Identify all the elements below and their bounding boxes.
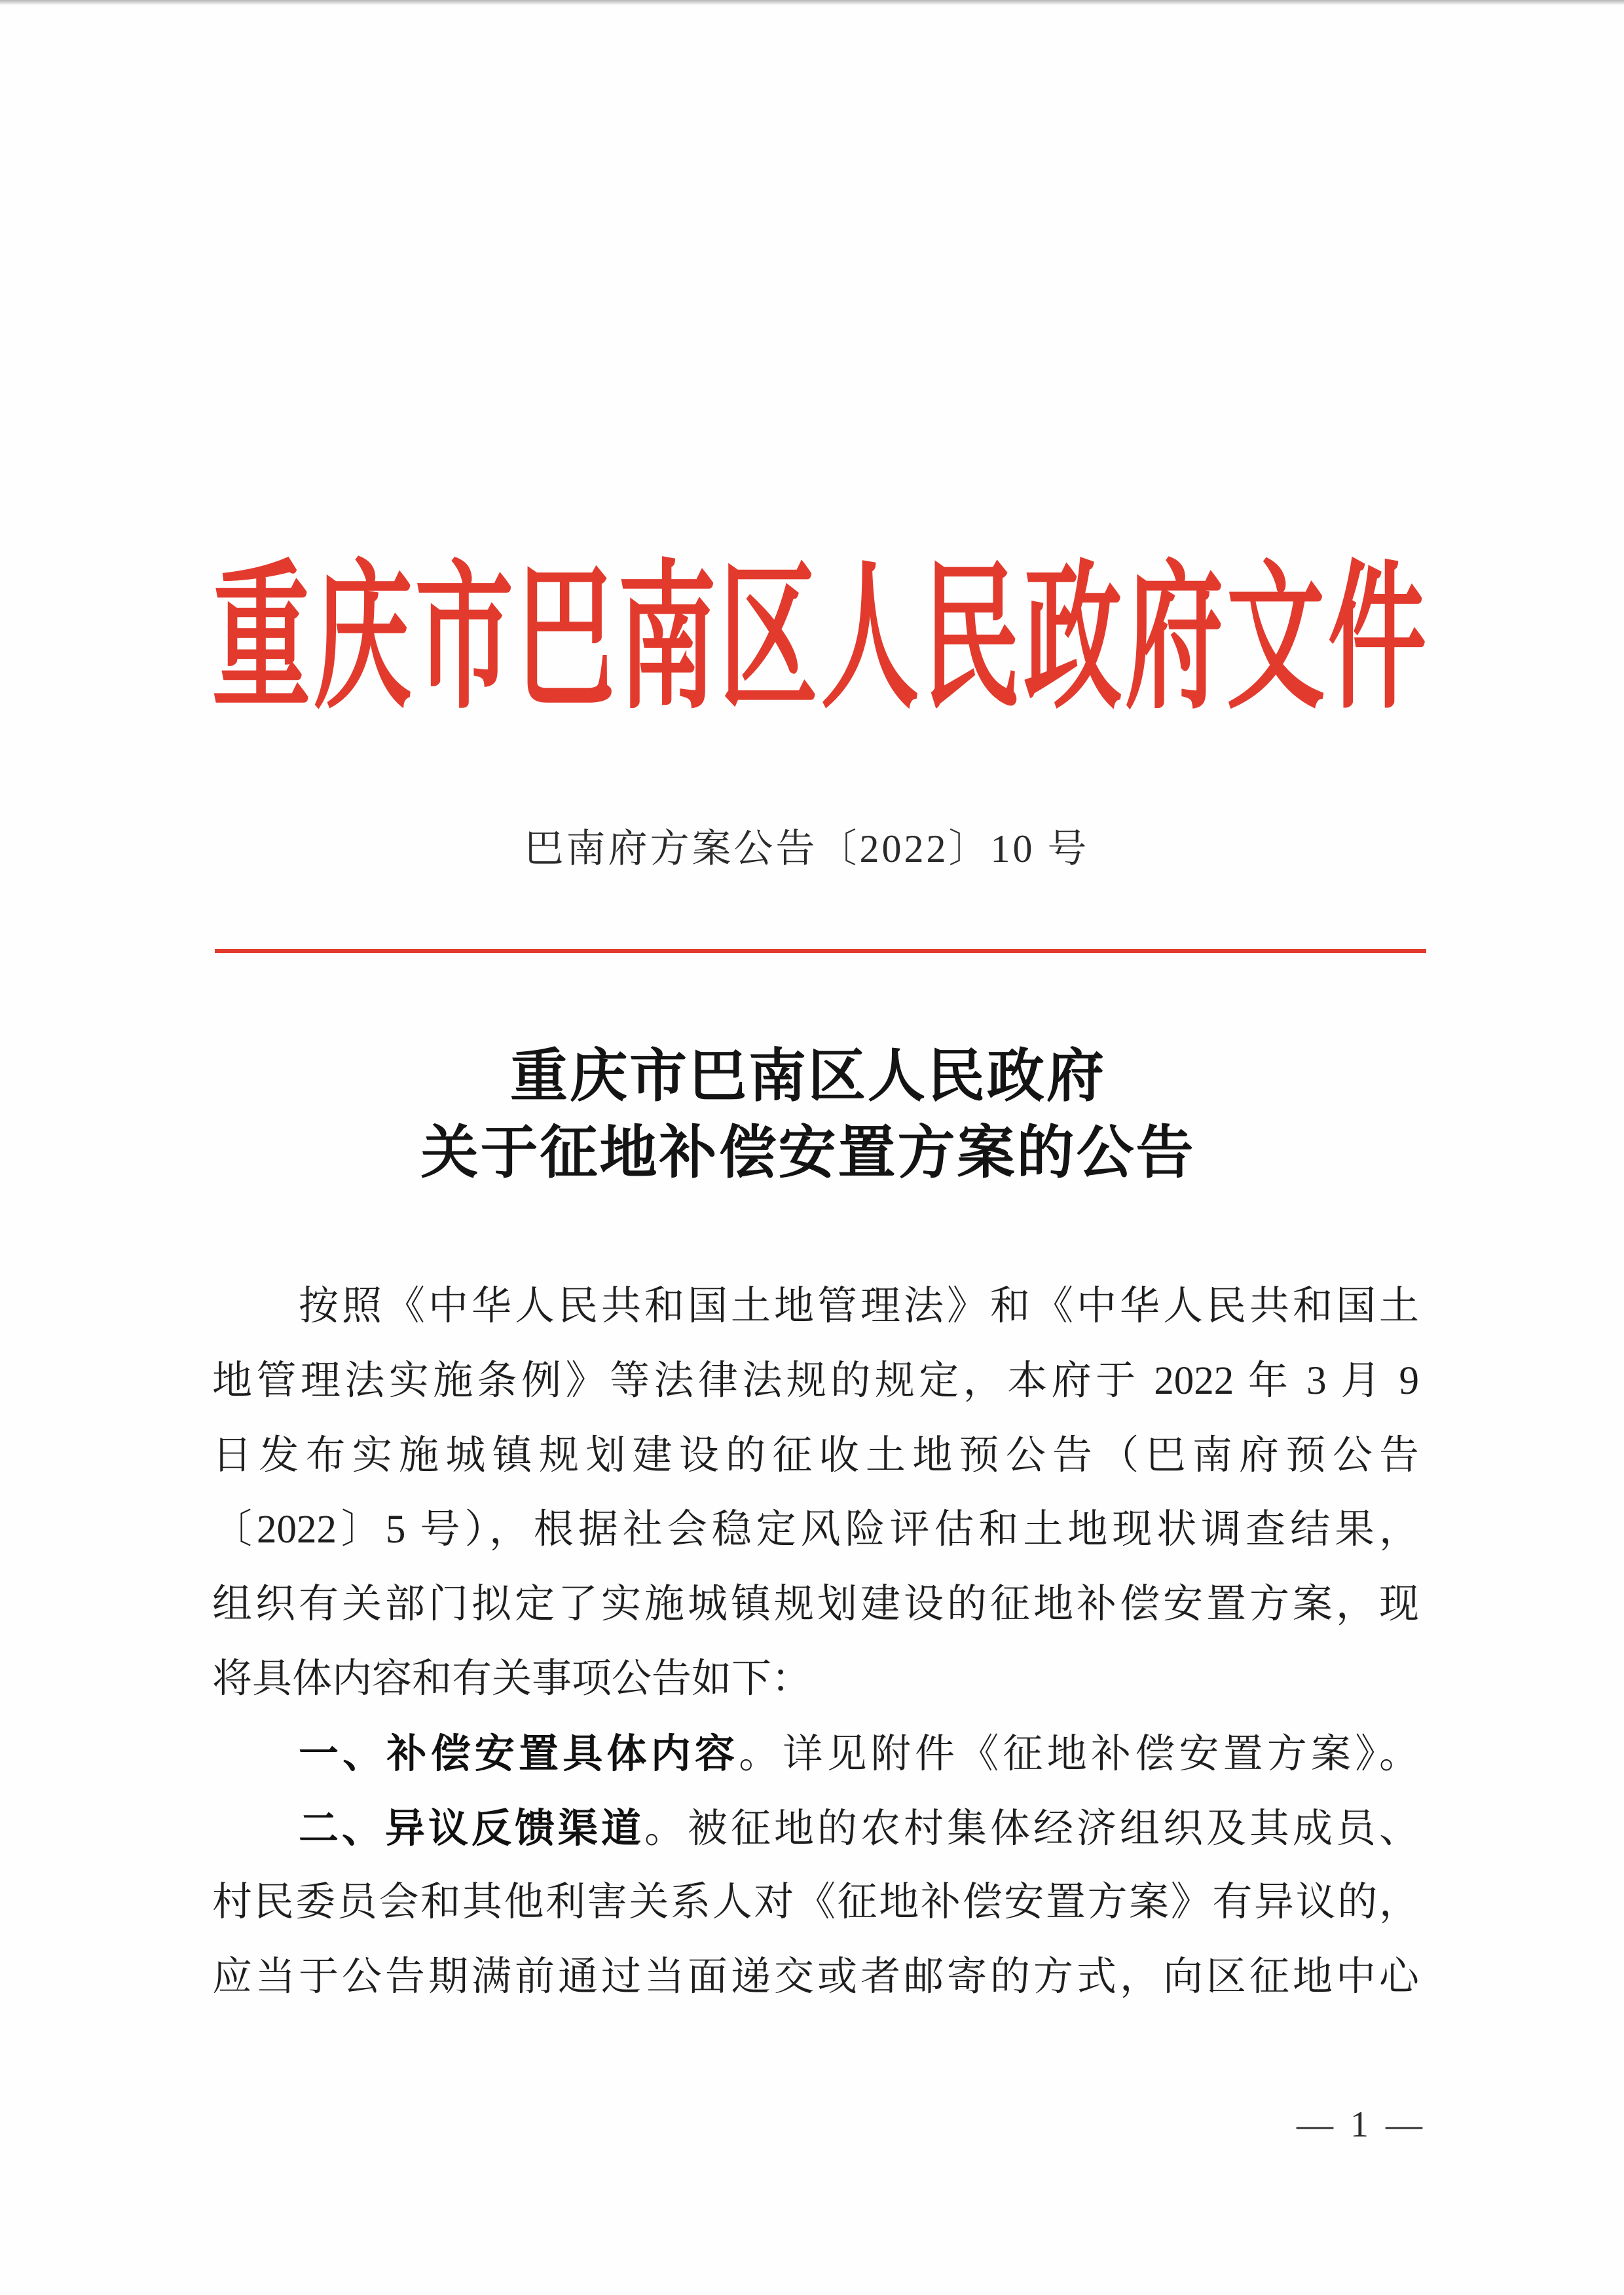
text-line: 将具体内容和有关事项公告如下： — [212, 1656, 812, 1701]
text-line: 应当于公告期满前通过当面递交或者邮寄的方式，向区征地中心 — [212, 1955, 1419, 2000]
text-line: 地管理法实施条例》等法律法规的规定，本府于 2022 年 3 月 9 — [212, 1358, 1419, 1403]
section-heading: 一、补偿安置具体内容 — [299, 1730, 739, 1777]
text-line: 组织有关部门拟定了实施城镇规划建设的征地补偿安置方案，现 — [212, 1582, 1419, 1627]
red-header-title: 重庆市巴南区人民政府文件 — [212, 551, 1426, 728]
body-text — [212, 1269, 1419, 2015]
text-line — [212, 1717, 1419, 1791]
notice-title-line-2: 关于征地补偿安置方案的公告 — [420, 1122, 1196, 1185]
section-heading: 二、异议反馈渠道 — [299, 1804, 644, 1852]
page-number: — 1 — — [1297, 2104, 1426, 2145]
text-line: 日发布实施城镇规划建设的征收土地预公告（巴南府预公告 — [212, 1433, 1419, 1478]
text-run: 。详见附件《征地补偿安置方案》。 — [739, 1732, 1419, 1776]
notice-title-line-1: 重庆市巴南区人民政府 — [509, 1045, 1106, 1109]
notice-title — [212, 1039, 1404, 1192]
red-divider-line — [215, 949, 1426, 953]
text-line: 按照《中华人民共和国土地管理法》和《中华人民共和国土 — [299, 1284, 1419, 1328]
text-line — [212, 1791, 1419, 1866]
document-number: 巴南府方案公告〔2022〕10 号 — [524, 827, 1090, 870]
scan-edge — [0, 0, 1624, 5]
paragraph-section-2 — [212, 1791, 1419, 2015]
text-line: 〔2022〕5 号），根据社会稳定风险评估和土地现状调查结果， — [212, 1508, 1419, 1552]
text-line: 村民委员会和其他利害关系人对《征地补偿安置方案》有异议的， — [212, 1880, 1419, 1925]
paragraph-intro — [212, 1269, 1419, 1717]
text-run: 。被征地的农村集体经济组织及其成员、 — [644, 1806, 1419, 1851]
paragraph-section-1 — [212, 1717, 1419, 1791]
